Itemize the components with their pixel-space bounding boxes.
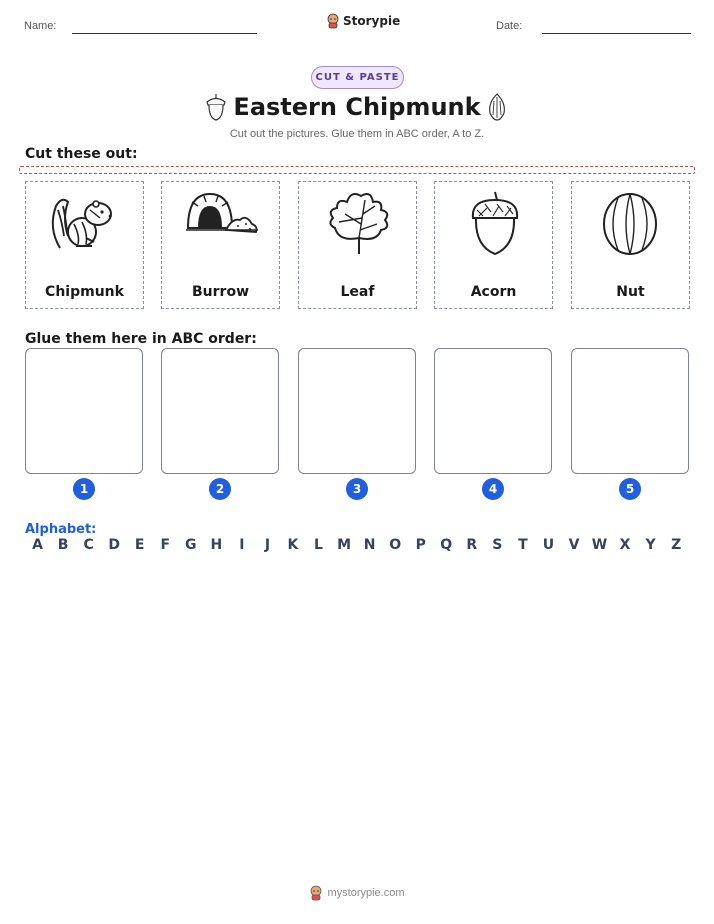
glue-box-3[interactable] (298, 348, 416, 474)
alphabet-letter: U (542, 537, 555, 553)
glue-box-2[interactable] (161, 348, 279, 474)
page-title: Eastern Chipmunk (233, 93, 481, 121)
alphabet-letter: P (415, 537, 426, 553)
cut-dashed-line (19, 166, 695, 174)
alphabet-letter: F (160, 537, 171, 553)
glue-box-5[interactable] (571, 348, 689, 474)
alphabet-letter: T (518, 537, 528, 553)
number-badge-2: 2 (209, 478, 231, 500)
alphabet-letter: G (185, 537, 197, 553)
nut-icon (594, 188, 670, 258)
alphabet-letter: I (239, 537, 245, 553)
alphabet-letter: B (57, 537, 69, 553)
number-badge-4: 4 (482, 478, 504, 500)
burrow-icon (184, 188, 260, 254)
alphabet-letter: L (314, 537, 323, 553)
card-label: Nut (616, 284, 645, 300)
glue-box-4[interactable] (434, 348, 552, 474)
cut-card-nut[interactable] (571, 181, 690, 309)
alphabet-letter: Y (645, 537, 656, 553)
brand-name: Storypie (343, 14, 401, 28)
glue-section-heading: Glue them here in ABC order: (25, 331, 257, 347)
date-label: Date: (496, 20, 523, 32)
alphabet-letter: C (83, 537, 94, 553)
alphabet-row (25, 537, 689, 553)
name-line[interactable] (72, 33, 257, 34)
alphabet-letter: M (337, 537, 352, 553)
alphabet-letter: D (108, 537, 120, 553)
alphabet-letter: V (568, 537, 580, 553)
card-label: Chipmunk (45, 284, 124, 300)
alphabet-letter: W (591, 537, 608, 553)
footer (0, 884, 714, 902)
alphabet-letter: O (389, 537, 402, 553)
alphabet-letter: R (466, 537, 478, 553)
acorn-icon (457, 188, 533, 258)
leaf-icon (321, 188, 397, 258)
glue-box-1[interactable] (25, 348, 143, 474)
number-badge-3: 3 (346, 478, 368, 500)
chipmunk-icon (46, 188, 122, 254)
number-badge-5: 5 (619, 478, 641, 500)
alphabet-letter: H (210, 537, 223, 553)
brand-logo (326, 13, 400, 29)
card-label: Acorn (470, 284, 517, 300)
cut-card-leaf[interactable] (298, 181, 417, 309)
alphabet-heading: Alphabet: (25, 522, 97, 537)
alphabet-letter: S (492, 537, 503, 553)
alphabet-letter: J (264, 537, 271, 553)
instructions: Cut out the pictures. Glue them in ABC order, A to Z. (229, 128, 485, 140)
alphabet-letter: K (287, 537, 299, 553)
cut-card-acorn[interactable] (434, 181, 553, 309)
number-badge-1: 1 (73, 478, 95, 500)
cut-paste-badge: CUT & PASTE (311, 66, 404, 89)
cut-section-heading: Cut these out: (25, 146, 138, 162)
footer-url[interactable]: mystorypie.com (327, 887, 405, 899)
alphabet-letter: E (134, 537, 145, 553)
card-label: Burrow (192, 284, 249, 300)
alphabet-letter: Q (440, 537, 453, 553)
date-line[interactable] (542, 33, 691, 34)
alphabet-letter: N (363, 537, 376, 553)
cut-card-burrow[interactable] (161, 181, 280, 309)
storypie-mascot-icon (309, 884, 323, 902)
storypie-mascot-icon (326, 13, 340, 29)
cut-card-chipmunk[interactable] (25, 181, 144, 309)
name-label: Name: (24, 20, 57, 32)
alphabet-letter: Z (671, 537, 682, 553)
seed-icon (487, 93, 507, 121)
alphabet-letter: A (32, 537, 43, 553)
alphabet-letter: X (619, 537, 631, 553)
card-label: Leaf (340, 284, 375, 300)
